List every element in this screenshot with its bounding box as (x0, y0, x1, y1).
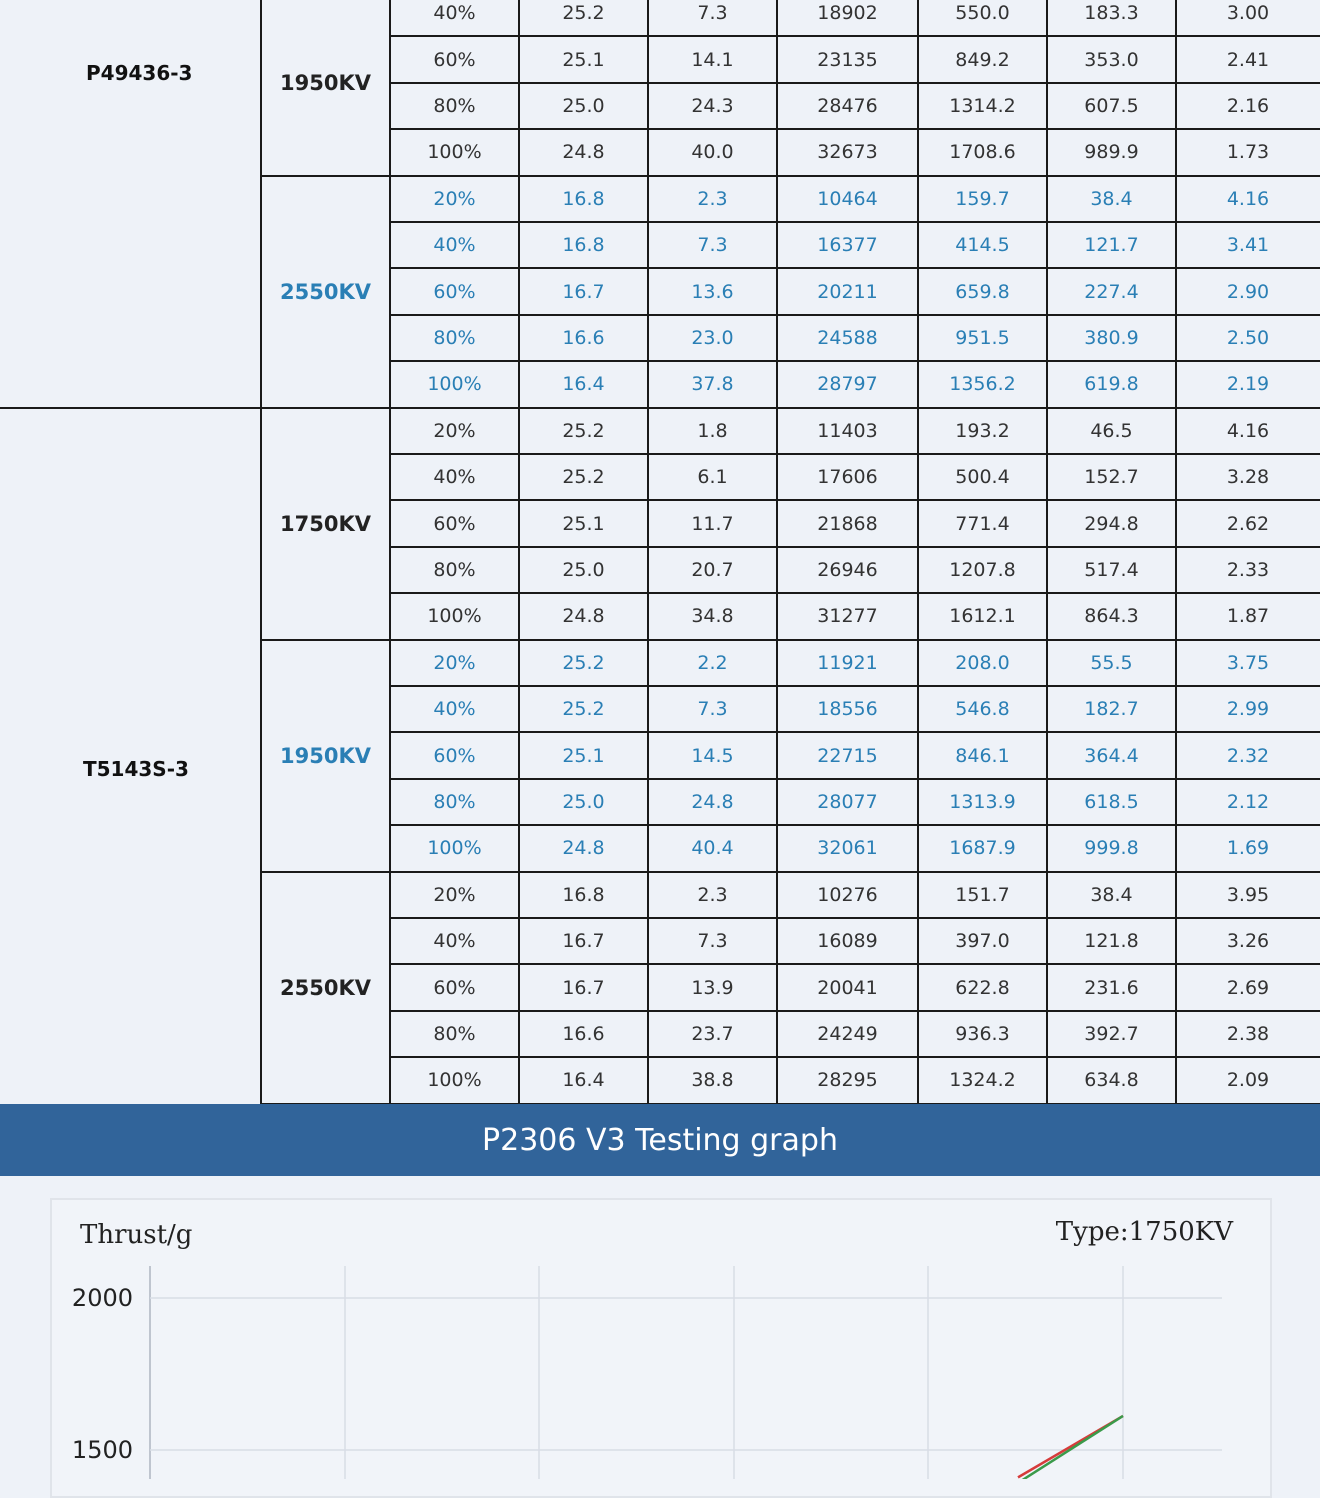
table-cell: 183.3 (1084, 2, 1139, 25)
table-cell: 25.2 (562, 2, 605, 25)
table-cell: 16.8 (562, 234, 605, 257)
table-cell: 2.3 (697, 883, 728, 906)
table-cell: 14.5 (691, 744, 734, 767)
table-cell: 20% (433, 883, 476, 906)
table-cell: 13.9 (691, 976, 734, 999)
table-cell: 28295 (817, 1069, 878, 1092)
table-cell: 364.4 (1084, 744, 1139, 767)
table-cell: 38.4 (1090, 883, 1133, 906)
table-cell: 16.7 (562, 930, 605, 953)
table-cell: 100% (427, 605, 482, 628)
table-cell: 2.62 (1226, 512, 1270, 535)
table-cell: 2.69 (1226, 976, 1270, 999)
table-cell: 25.2 (562, 466, 605, 489)
table-cell: 231.6 (1084, 976, 1139, 999)
table-cell: 989.9 (1084, 141, 1139, 164)
table-cell: 16.4 (562, 1069, 605, 1092)
table-cell: 1207.8 (949, 558, 1016, 581)
table-cell: 40% (433, 234, 476, 257)
y-tick-label: 1500 (71, 1436, 133, 1464)
table-cell: 16.4 (562, 373, 605, 396)
table-cell: 846.1 (955, 744, 1010, 767)
table-cell: 1313.9 (949, 790, 1016, 813)
table-cell: 60% (433, 280, 476, 303)
table-cell: 3.28 (1226, 466, 1270, 489)
table-cell: 1.73 (1226, 141, 1270, 164)
table-cell: 24.8 (562, 605, 605, 628)
table-cell: 21868 (817, 512, 878, 535)
table-cell: 500.4 (955, 466, 1010, 489)
table-cell: 25.2 (562, 419, 605, 442)
table-cell: 22715 (817, 744, 878, 767)
table-cell: 392.7 (1084, 1022, 1139, 1045)
propeller-label: T5143S-3 (83, 757, 189, 781)
propeller-divider (0, 407, 261, 409)
kv-group-label: 1750KV (280, 511, 371, 536)
kv-group-label: 1950KV (280, 743, 371, 768)
table-cell: 3.95 (1226, 883, 1270, 906)
table-cell: 60% (433, 48, 476, 71)
table-cell: 40% (433, 2, 476, 25)
table-cell: 16089 (817, 930, 878, 953)
table-cell: 32673 (817, 141, 878, 164)
table-cell: 20% (433, 419, 476, 442)
table-cell: 40.0 (691, 141, 734, 164)
table-cell: 7.3 (697, 930, 728, 953)
table-cell: 25.0 (562, 558, 605, 581)
table-cell: 46.5 (1090, 419, 1133, 442)
table-cell: 11403 (817, 419, 878, 442)
table-cell: 60% (433, 744, 476, 767)
table-cell: 25.2 (562, 651, 605, 674)
table-cell: 2.09 (1226, 1069, 1270, 1092)
table-cell: 849.2 (955, 48, 1010, 71)
table-cell: 771.4 (955, 512, 1010, 535)
table-cell: 2.19 (1226, 373, 1270, 396)
table-cell: 3.26 (1226, 930, 1270, 953)
table-cell: 1708.6 (949, 141, 1016, 164)
table-cell: 25.1 (562, 48, 605, 71)
table-cell: 10276 (817, 883, 878, 906)
table-cell: 3.41 (1226, 234, 1270, 257)
kv-group-label: 2550KV (280, 975, 371, 1000)
table-cell: 17606 (817, 466, 878, 489)
table-cell: 619.8 (1084, 373, 1139, 396)
table-cell: 40% (433, 698, 476, 721)
table-cell: 100% (427, 373, 482, 396)
table-cell: 2.90 (1226, 280, 1270, 303)
table-cell: 227.4 (1084, 280, 1139, 303)
table-cell: 7.3 (697, 234, 728, 257)
table-cell: 1314.2 (949, 94, 1016, 117)
table-cell: 546.8 (955, 698, 1010, 721)
column-divider (917, 0, 919, 1104)
table-cell: 11.7 (691, 512, 734, 535)
table-cell: 3.00 (1226, 2, 1270, 25)
table-cell: 1687.9 (949, 837, 1016, 860)
column-divider (260, 0, 262, 1104)
kv-group-label: 2550KV (280, 279, 371, 304)
column-divider (518, 0, 520, 1104)
table-cell: 24.3 (691, 94, 734, 117)
table-cell: 25.0 (562, 94, 605, 117)
table-cell: 28077 (817, 790, 878, 813)
table-cell: 16.7 (562, 280, 605, 303)
table-cell: 16377 (817, 234, 878, 257)
table-cell: 60% (433, 512, 476, 535)
table-cell: 10464 (817, 187, 878, 210)
table-cell: 2.2 (697, 651, 728, 674)
table-cell: 1.69 (1226, 837, 1270, 860)
propeller-label: P49436-3 (86, 61, 193, 85)
column-divider (389, 0, 391, 1104)
table-cell: 193.2 (955, 419, 1010, 442)
table-cell: 4.16 (1226, 187, 1270, 210)
table-cell: 1612.1 (949, 605, 1016, 628)
table-cell: 20041 (817, 976, 878, 999)
table-cell: 100% (427, 837, 482, 860)
table-cell: 23.0 (691, 326, 734, 349)
table-cell: 80% (433, 558, 476, 581)
table-cell: 24.8 (562, 837, 605, 860)
table-cell: 936.3 (955, 1022, 1010, 1045)
table-cell: 24588 (817, 326, 878, 349)
table-cell: 397.0 (955, 930, 1010, 953)
table-cell: 25.2 (562, 698, 605, 721)
table-cell: 999.8 (1084, 837, 1139, 860)
table-cell: 151.7 (955, 883, 1010, 906)
table-cell: 2.33 (1226, 558, 1270, 581)
table-cell: 60% (433, 976, 476, 999)
column-divider (647, 0, 649, 1104)
table-cell: 294.8 (1084, 512, 1139, 535)
thrust-chart (0, 1198, 1320, 1479)
table-cell: 550.0 (955, 2, 1010, 25)
table-cell: 100% (427, 141, 482, 164)
table-cell: 80% (433, 326, 476, 349)
table-cell: 7.3 (697, 2, 728, 25)
table-cell: 16.8 (562, 883, 605, 906)
y-tick-label: 2000 (71, 1284, 133, 1312)
table-cell: 951.5 (955, 326, 1010, 349)
table-cell: 80% (433, 790, 476, 813)
table-cell: 24.8 (562, 141, 605, 164)
table-cell: 100% (427, 1069, 482, 1092)
table-cell: 1356.2 (949, 373, 1016, 396)
table-cell: 16.8 (562, 187, 605, 210)
table-cell: 2.41 (1226, 48, 1270, 71)
table-cell: 2.16 (1226, 94, 1270, 117)
table-cell: 80% (433, 94, 476, 117)
table-cell: 1.87 (1226, 605, 1270, 628)
table-cell: 16.7 (562, 976, 605, 999)
table-cell: 24.8 (691, 790, 734, 813)
table-cell: 40% (433, 930, 476, 953)
table-cell: 622.8 (955, 976, 1010, 999)
table-cell: 182.7 (1084, 698, 1139, 721)
table-cell: 25.1 (562, 744, 605, 767)
table-cell: 26946 (817, 558, 878, 581)
table-cell: 16.6 (562, 1022, 605, 1045)
table-cell: 28476 (817, 94, 878, 117)
column-divider (1046, 0, 1048, 1104)
table-cell: 11921 (817, 651, 878, 674)
chart-y-axis-label: Thrust/g (80, 1220, 193, 1250)
table-cell: 634.8 (1084, 1069, 1139, 1092)
table-cell: 25.0 (562, 790, 605, 813)
table-cell: 864.3 (1084, 605, 1139, 628)
table-cell: 23.7 (691, 1022, 734, 1045)
table-cell: 55.5 (1090, 651, 1133, 674)
table-cell: 2.50 (1226, 326, 1270, 349)
column-divider (1175, 0, 1177, 1104)
table-cell: 159.7 (955, 187, 1010, 210)
table-cell: 40.4 (691, 837, 734, 860)
table-cell: 2.12 (1226, 790, 1270, 813)
table-cell: 38.8 (691, 1069, 734, 1092)
banner-title: P2306 V3 Testing graph (482, 1122, 838, 1158)
table-cell: 32061 (817, 837, 878, 860)
table-cell: 6.1 (697, 466, 728, 489)
table-cell: 4.16 (1226, 419, 1270, 442)
table-cell: 2.32 (1226, 744, 1270, 767)
table-cell: 618.5 (1084, 790, 1139, 813)
table-cell: 607.5 (1084, 94, 1139, 117)
table-cell: 34.8 (691, 605, 734, 628)
testing-graph-banner (0, 1104, 1320, 1176)
table-cell: 517.4 (1084, 558, 1139, 581)
table-cell: 208.0 (955, 651, 1010, 674)
table-cell: 152.7 (1084, 466, 1139, 489)
table-cell: 3.75 (1226, 651, 1270, 674)
table-cell: 121.8 (1084, 930, 1139, 953)
table-cell: 23135 (817, 48, 878, 71)
table-cell: 7.3 (697, 698, 728, 721)
table-cell: 353.0 (1084, 48, 1139, 71)
kv-group-label: 1950KV (280, 70, 371, 95)
table-cell: 20% (433, 651, 476, 674)
table-cell: 20211 (817, 280, 878, 303)
table-cell: 31277 (817, 605, 878, 628)
table-cell: 28797 (817, 373, 878, 396)
table-cell: 13.6 (691, 280, 734, 303)
column-divider (776, 0, 778, 1104)
table-cell: 24249 (817, 1022, 878, 1045)
table-cell: 1324.2 (949, 1069, 1016, 1092)
chart-type-label: Type:1750KV (1055, 1217, 1233, 1247)
table-cell: 40% (433, 466, 476, 489)
table-cell: 20% (433, 187, 476, 210)
table-cell: 2.99 (1226, 698, 1270, 721)
table-cell: 18556 (817, 698, 878, 721)
table-cell: 121.7 (1084, 234, 1139, 257)
table-cell: 18902 (817, 2, 878, 25)
table-cell: 1.8 (697, 419, 728, 442)
table-cell: 659.8 (955, 280, 1010, 303)
table-cell: 25.1 (562, 512, 605, 535)
table-cell: 37.8 (691, 373, 734, 396)
table-cell: 2.38 (1226, 1022, 1270, 1045)
table-cell: 14.1 (691, 48, 734, 71)
table-cell: 414.5 (955, 234, 1010, 257)
table-cell: 20.7 (691, 558, 734, 581)
table-cell: 380.9 (1084, 326, 1139, 349)
table-cell: 2.3 (697, 187, 728, 210)
table-cell: 80% (433, 1022, 476, 1045)
table-cell: 38.4 (1090, 187, 1133, 210)
table-cell: 16.6 (562, 326, 605, 349)
